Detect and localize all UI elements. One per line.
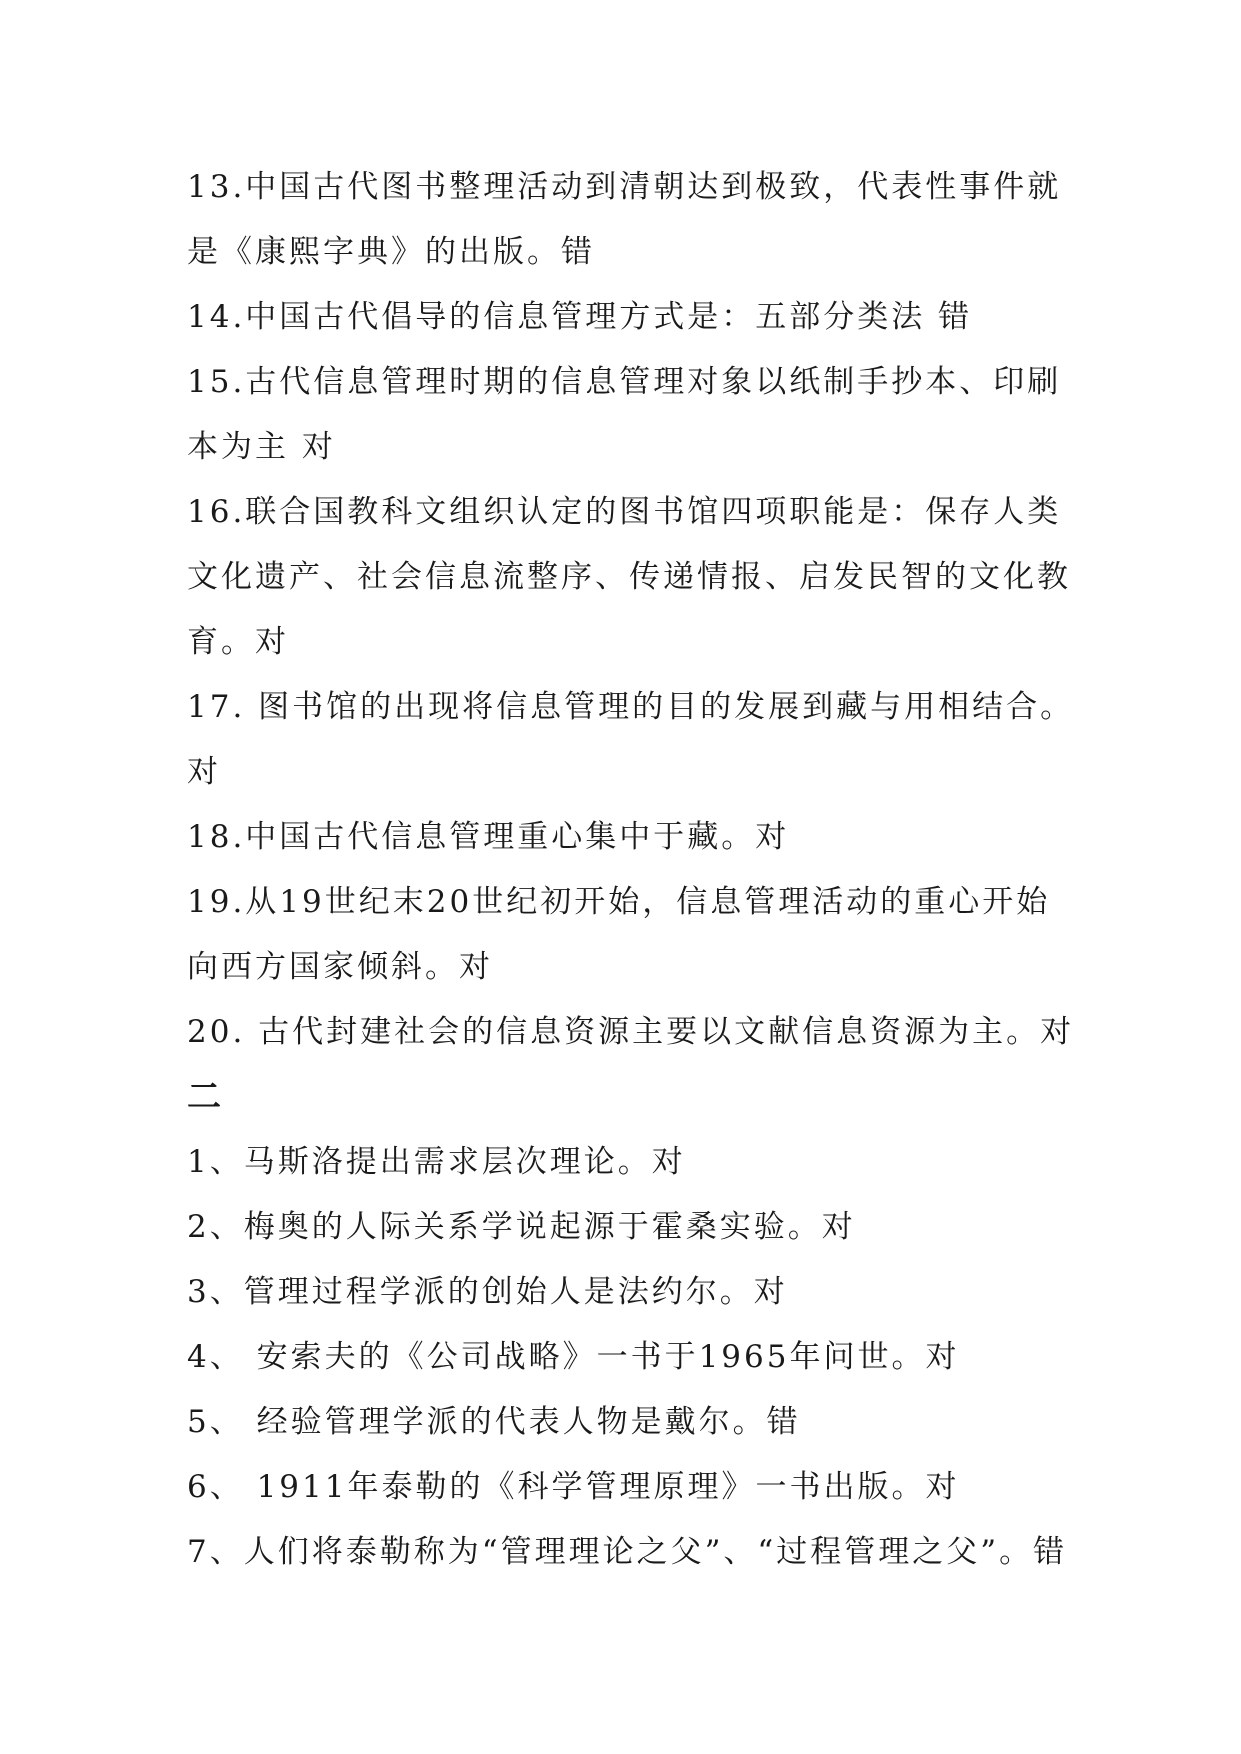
text-line: 16.联合国教科文组织认定的图书馆四项职能是：保存人类 xyxy=(187,494,1062,530)
text-line: 19.从19世纪末20世纪初开始，信息管理活动的重心开始 xyxy=(187,884,1051,920)
text-line: 13.中国古代图书整理活动到清朝达到极致，代表性事件就 xyxy=(187,169,1062,205)
section-heading: 二 xyxy=(187,1077,221,1117)
text-line: 文化遗产、社会信息流整序、传递情报、启发民智的文化教 xyxy=(187,559,1071,595)
list-item: 3、管理过程学派的创始人是法约尔。对 xyxy=(187,1274,788,1310)
list-item: 1、马斯洛提出需求层次理论。对 xyxy=(187,1144,686,1180)
list-item: 4、 安索夫的《公司战略》一书于1965年问世。对 xyxy=(187,1339,960,1375)
text-line: 18.中国古代信息管理重心集中于藏。对 xyxy=(187,819,790,855)
text-line: 是《康熙字典》的出版。错 xyxy=(187,234,595,270)
text-line: 本为主 对 xyxy=(187,429,336,465)
list-item: 7、人们将泰勒称为“管理理论之父”、“过程管理之父”。错 xyxy=(187,1534,1068,1570)
text-line: 20. 古代封建社会的信息资源主要以文献信息资源为主。对 xyxy=(187,1014,1075,1050)
text-line: 15.古代信息管理时期的信息管理对象以纸制手抄本、印刷 xyxy=(187,364,1062,400)
text-line: 向西方国家倾斜。对 xyxy=(187,949,493,985)
list-item: 2、梅奥的人际关系学说起源于霍桑实验。对 xyxy=(187,1209,856,1245)
text-line: 对 xyxy=(187,754,221,790)
text-line: 14.中国古代倡导的信息管理方式是：五部分类法 错 xyxy=(187,299,973,335)
document-body xyxy=(187,155,1075,1585)
list-item: 5、 经验管理学派的代表人物是戴尔。错 xyxy=(187,1404,801,1440)
text-line: 育。对 xyxy=(187,624,289,660)
list-item: 6、 1911年泰勒的《科学管理原理》一书出版。对 xyxy=(187,1469,960,1505)
text-line: 17. 图书馆的出现将信息管理的目的发展到藏与用相结合。 xyxy=(187,689,1075,725)
